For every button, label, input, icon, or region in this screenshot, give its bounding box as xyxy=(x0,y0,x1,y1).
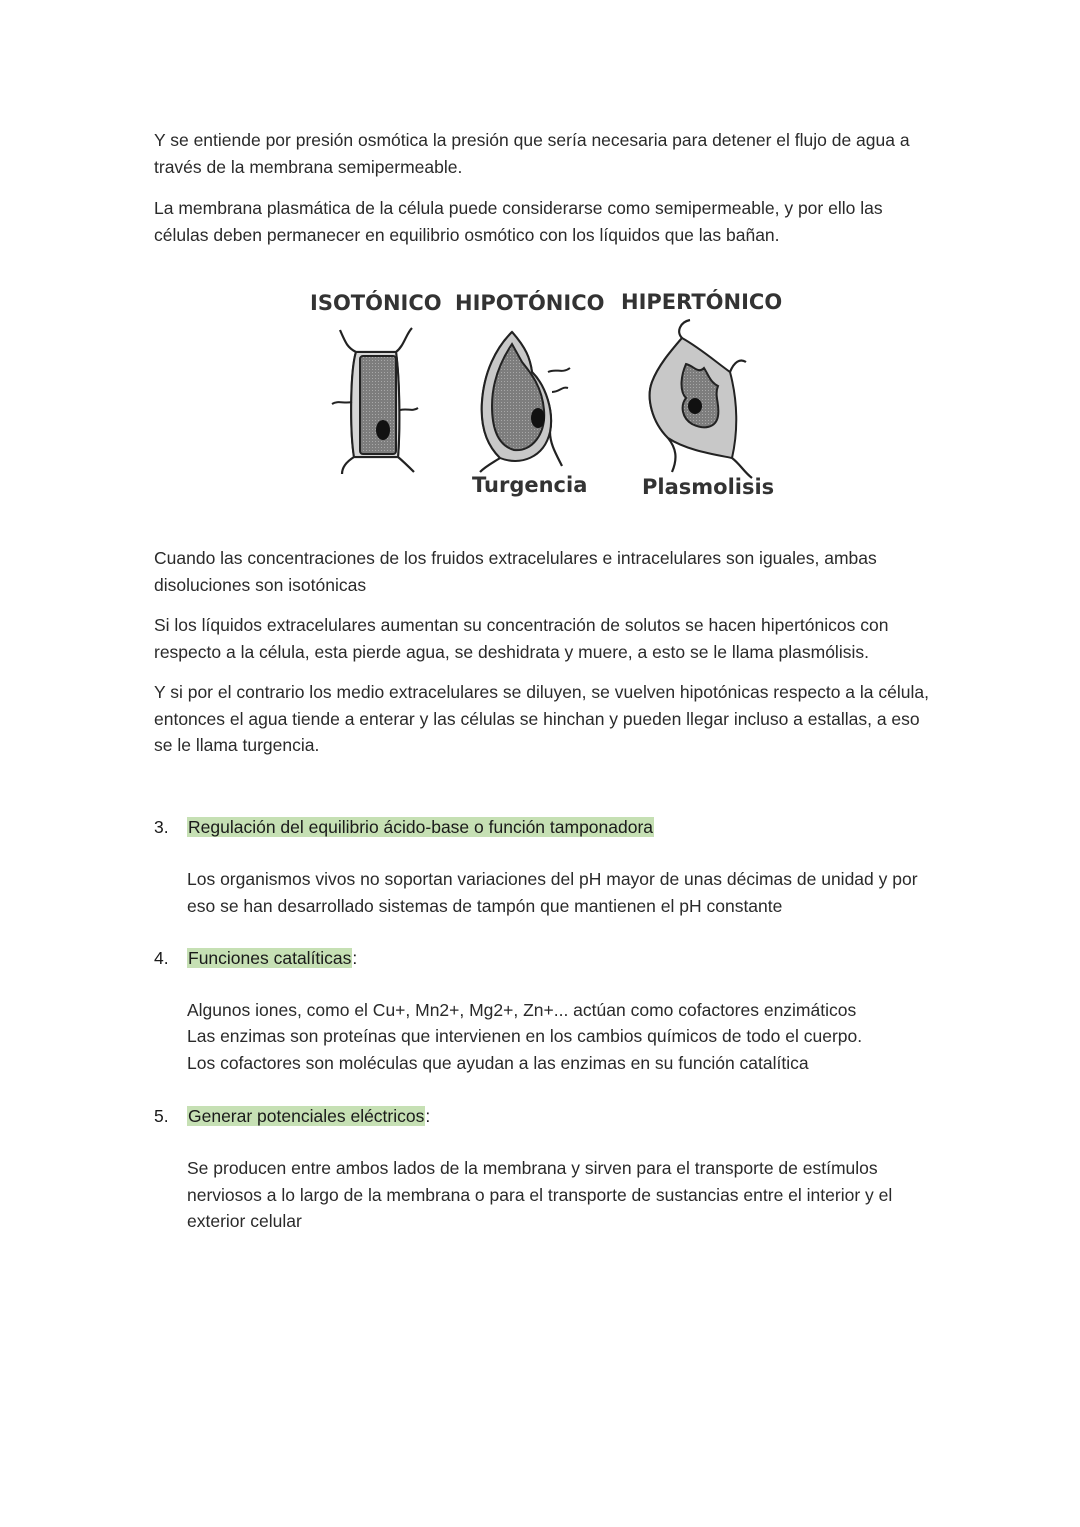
isotonic-cell xyxy=(332,328,418,474)
osmosis-figure xyxy=(300,282,790,512)
label-isotonico: ISOTÓNICO xyxy=(310,291,442,315)
paragraph-hypertonic: Si los líquidos extracelulares aumentan su concentración de solutos se hacen hipertónicos con respecto a la célula, esta pierde agua, se deshidrata y muere, a esto se le llama plasmólisis. xyxy=(154,615,889,662)
paragraph-osmotic-pressure: Y se entiende por presión osmótica la presión que sería necesaria para detener el flujo de agua a través de la membrana semipermeable. xyxy=(154,130,910,177)
section-number: 4. xyxy=(154,948,169,968)
section-4-line-1: Algunos iones, como el Cu+, Mn2+, Mg2+, Zn+... actúan como cofactores enzimáticos xyxy=(187,1000,857,1020)
section-5-body: Se producen entre ambos lados de la membrana y sirven para el transporte de estímulos nerviosos a lo largo de la membrana o para el transporte de sustancias entre el interior y el exterior celular xyxy=(187,1158,893,1231)
hypertonic-cell xyxy=(650,320,752,478)
label-hipotonico: HIPOTÓNICO xyxy=(455,291,605,315)
section-3-heading xyxy=(154,814,654,840)
section-4-heading xyxy=(154,945,357,971)
section-title: Generar potenciales eléctricos xyxy=(188,1106,425,1126)
section-title: Regulación del equilibrio ácido-base o función tamponadora xyxy=(188,817,654,837)
section-number: 3. xyxy=(154,817,169,837)
label-hipertonico: HIPERTÓNICO xyxy=(621,290,783,314)
paragraph-plasma-membrane: La membrana plasmática de la célula puede considerarse como semipermeable, y por ello las células deben permanecer en equilibrio osmótico con los líquidos que las bañan. xyxy=(154,198,883,245)
label-plasmolisis: Plasmolisis xyxy=(642,475,775,499)
label-turgencia: Turgencia xyxy=(472,473,588,497)
paragraph-isotonic: Cuando las concentraciones de los fruidos extracelulares e intracelulares son iguales, ambas disoluciones son isotónicas xyxy=(154,548,877,595)
section-title-suffix: : xyxy=(352,948,358,968)
section-title: Funciones catalíticas xyxy=(188,948,352,968)
section-3-body: Los organismos vivos no soportan variaciones del pH mayor de unas décimas de unidad y por eso se han desarrollado sistemas de tampón que mantienen el pH constante xyxy=(187,869,918,916)
section-title-suffix: : xyxy=(425,1106,431,1126)
section-number: 5. xyxy=(154,1106,169,1126)
section-5-heading xyxy=(154,1103,430,1129)
section-4-line-3: Los cofactores son moléculas que ayudan a las enzimas en su función catalítica xyxy=(187,1053,809,1073)
paragraph-hypotonic: Y si por el contrario los medio extracelulares se diluyen, se vuelven hipotónicas respecto a la célula, entonces el agua tiende a enterar y las células se hinchan y pueden llegar incluso a estallas, a eso se le llama turgencia. xyxy=(154,682,929,755)
hypotonic-cell xyxy=(480,332,570,472)
osmosis-illustration xyxy=(300,282,790,512)
section-4-line-2: Las enzimas son proteínas que intervienen en los cambios químicos de todo el cuerpo. xyxy=(187,1026,863,1046)
